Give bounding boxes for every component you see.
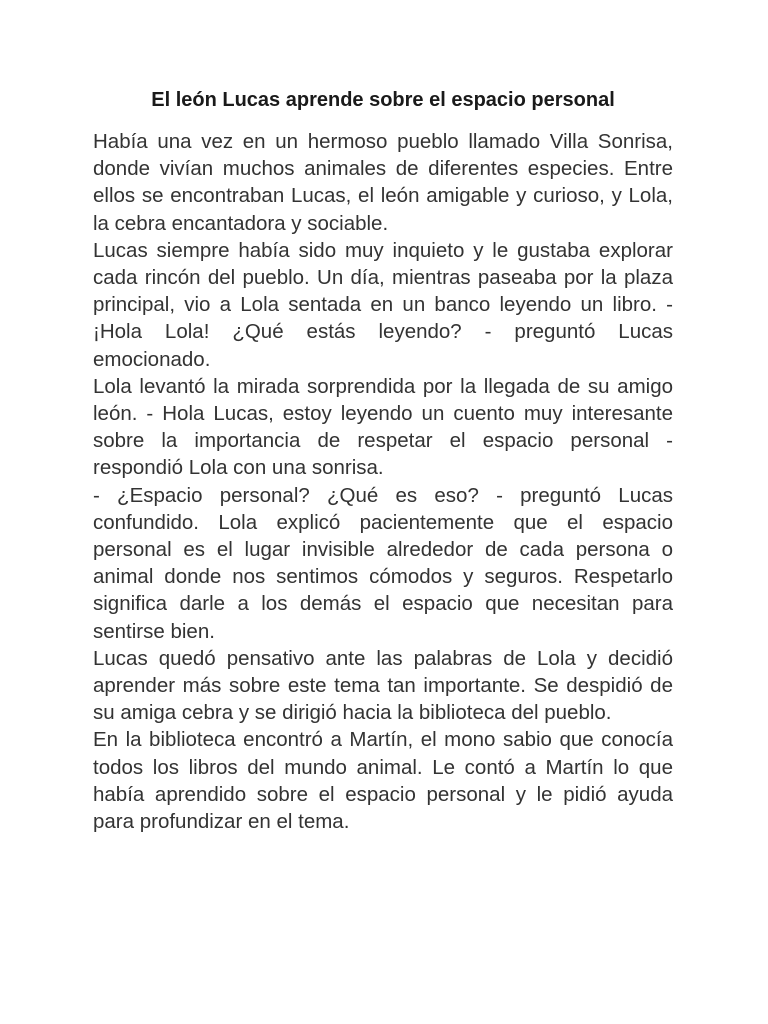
paragraph-5: Lucas quedó pensativo ante las palabras de Lola y decidió aprender más sobre este tema tan importante. Se despidió de su amiga cebra y se dirigió hacia la biblioteca del pueblo. bbox=[93, 646, 673, 725]
document-page bbox=[93, 86, 673, 835]
paragraph-6: En la biblioteca encontró a Martín, el mono sabio que conocía todos los libros del mundo animal. Le contó a Martín lo que había aprendido sobre el espacio personal y le pidió ayuda para profundizar en el tema. bbox=[93, 728, 673, 834]
paragraph-4: - ¿Espacio personal? ¿Qué es eso? - preguntó Lucas confundido. Lola explicó pacientemente que el espacio personal es el lugar invisible alrededor de cada persona o animal donde nos sentimos cómodos y seguros. Respetarlo significa darle a los demás el espacio que necesitan para sentirse bien. bbox=[93, 483, 673, 643]
paragraph-2: Lucas siempre había sido muy inquieto y le gustaba explorar cada rincón del pueblo. Un día, mientras paseaba por la plaza principal, vio a Lola sentada en un banco leyendo un libro. - ¡Hola Lola! ¿Qué estás leyendo? - preguntó Lucas emocionado. bbox=[93, 238, 673, 371]
document-title: El león Lucas aprende sobre el espacio personal bbox=[151, 89, 615, 111]
document-body bbox=[93, 128, 673, 835]
paragraph-1: Había una vez en un hermoso pueblo llamado Villa Sonrisa, donde vivían muchos animales de diferentes especies. Entre ellos se encontraban Lucas, el león amigable y curioso, y Lola, la cebra encantadora y sociable. bbox=[93, 130, 673, 235]
paragraph-3: Lola levantó la mirada sorprendida por la llegada de su amigo león. - Hola Lucas, estoy leyendo un cuento muy interesante sobre la importancia de respetar el espacio personal - respondió Lola con una sonrisa. bbox=[93, 374, 673, 480]
